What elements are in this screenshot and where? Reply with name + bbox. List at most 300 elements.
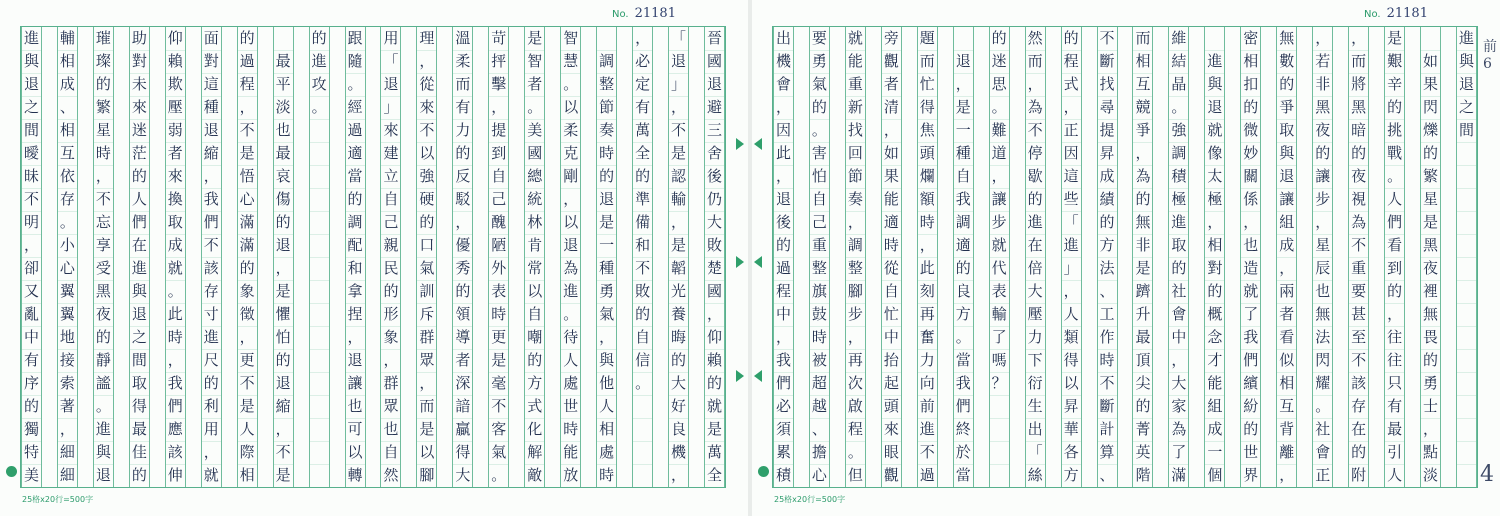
manuscript-character: 微: [1243, 121, 1259, 139]
manuscript-character: 個: [1207, 466, 1223, 484]
manuscript-character: 看: [1387, 236, 1403, 254]
manuscript-character: 退: [955, 52, 971, 70]
manuscript-character: ，: [383, 351, 399, 369]
manuscript-character: 會: [1171, 305, 1187, 323]
manuscript-character: 終: [955, 420, 971, 438]
manuscript-character: 為: [563, 259, 579, 277]
manuscript-character: 賴: [167, 52, 183, 70]
manuscript-character: 難: [991, 121, 1007, 139]
manuscript-character: 被: [811, 351, 827, 369]
manuscript-character: 時: [563, 420, 579, 438]
manuscript-character: 閃: [1423, 98, 1439, 116]
manuscript-character: 前: [919, 397, 935, 415]
manuscript-character: 」: [671, 75, 687, 93]
manuscript-character: 無: [1315, 305, 1331, 323]
grid-column: [380, 27, 401, 487]
manuscript-character: 剛: [563, 167, 579, 185]
manuscript-character: 無: [1279, 29, 1295, 47]
manuscript-character: 間: [131, 351, 147, 369]
manuscript-character: 智: [563, 29, 579, 47]
manuscript-character: ，: [1027, 75, 1043, 93]
manuscript-character: 不: [1099, 374, 1115, 392]
manuscript-character: ，: [671, 98, 687, 116]
manuscript-character: 的: [455, 144, 471, 162]
manuscript-character: 於: [955, 443, 971, 461]
manuscript-character: 。: [635, 374, 651, 392]
grid-column: [488, 27, 509, 487]
manuscript-character: 成: [1279, 236, 1295, 254]
manuscript-character: 果: [883, 167, 899, 185]
manuscript-character: ，: [919, 236, 935, 254]
manuscript-character: 不: [1351, 236, 1367, 254]
manuscript-character: 閃: [1315, 351, 1331, 369]
serial-label: No.: [612, 9, 629, 20]
manuscript-character: 方: [1099, 236, 1115, 254]
manuscript-character: 得: [131, 397, 147, 415]
manuscript-character: 有: [455, 98, 471, 116]
manuscript-character: 奏: [599, 121, 615, 139]
manuscript-character: 自: [955, 167, 971, 185]
manuscript-character: 的: [455, 282, 471, 300]
manuscript-character: 家: [1171, 397, 1187, 415]
serial-value: 21181: [634, 6, 676, 21]
manuscript-character: ，: [1063, 282, 1079, 300]
manuscript-character: 存: [59, 190, 75, 208]
manuscript-character: 甚: [1351, 305, 1367, 323]
manuscript-character: 要: [811, 29, 827, 47]
manuscript-character: 、: [59, 98, 75, 116]
manuscript-character: 社: [1315, 420, 1331, 438]
manuscript-character: ，: [1063, 98, 1079, 116]
manuscript-character: 戰: [1387, 144, 1403, 162]
manuscript-character: 計: [1099, 420, 1115, 438]
manuscript-character: 新: [847, 98, 863, 116]
spine-arrow-icon: [736, 256, 744, 268]
manuscript-character: 秀: [455, 259, 471, 277]
manuscript-character: 茫: [131, 144, 147, 162]
manuscript-character: 黑: [95, 282, 111, 300]
manuscript-character: 種: [599, 259, 615, 277]
manuscript-character: 楚: [706, 259, 722, 277]
manuscript-character: 昇: [1099, 144, 1115, 162]
manuscript-character: 須: [775, 420, 791, 438]
manuscript-character: 思: [991, 75, 1007, 93]
manuscript-character: 的: [1423, 144, 1439, 162]
manuscript-character: 敵: [527, 466, 543, 484]
manuscript-character: 的: [1063, 29, 1079, 47]
manuscript-character: 結: [1171, 52, 1187, 70]
manuscript-character: 競: [1135, 98, 1151, 116]
manuscript-character: 提: [491, 121, 507, 139]
page-marker-icon: [758, 466, 769, 477]
manuscript-character: 處: [599, 443, 615, 461]
manuscript-character: 翼: [59, 282, 75, 300]
manuscript-character: 弱: [167, 121, 183, 139]
manuscript-character: 太: [1207, 167, 1223, 185]
manuscript-character: 們: [1387, 213, 1403, 231]
manuscript-character: 如: [883, 144, 899, 162]
manuscript-character: 最: [275, 52, 291, 70]
manuscript-character: 們: [167, 397, 183, 415]
manuscript-character: 此: [775, 144, 791, 162]
manuscript-character: 的: [1027, 190, 1043, 208]
manuscript-character: 黑: [1315, 98, 1331, 116]
manuscript-character: 是: [491, 351, 507, 369]
manuscript-character: 的: [1279, 75, 1295, 93]
manuscript-character: 來: [167, 167, 183, 185]
manuscript-character: 是: [239, 397, 255, 415]
manuscript-character: 的: [383, 282, 399, 300]
manuscript-character: 萬: [635, 121, 651, 139]
left-essay-sheet: [0, 0, 748, 516]
manuscript-character: 離: [1279, 443, 1295, 461]
manuscript-character: 退: [95, 466, 111, 484]
manuscript-character: ，: [1243, 213, 1259, 231]
manuscript-character: 才: [1207, 351, 1223, 369]
manuscript-character: 是: [275, 466, 291, 484]
manuscript-character: 進: [1171, 213, 1187, 231]
manuscript-character: 大: [671, 374, 687, 392]
manuscript-character: 夜: [95, 305, 111, 323]
manuscript-character: 晦: [671, 328, 687, 346]
manuscript-character: 懼: [275, 305, 291, 323]
manuscript-character: 不: [275, 443, 291, 461]
page-number: 4: [1480, 462, 1494, 487]
manuscript-character: 黑: [1423, 236, 1439, 254]
manuscript-character: 進: [919, 420, 935, 438]
manuscript-character: 忘: [95, 213, 111, 231]
manuscript-character: 人: [239, 420, 255, 438]
manuscript-character: 讓: [1315, 167, 1331, 185]
manuscript-character: 也: [1315, 282, 1331, 300]
manuscript-character: 過: [775, 259, 791, 277]
serial-label: No.: [1364, 9, 1381, 20]
manuscript-character: 重: [847, 75, 863, 93]
manuscript-character: 縮: [203, 144, 219, 162]
manuscript-character: 最: [275, 144, 291, 162]
manuscript-character: 的: [95, 75, 111, 93]
manuscript-character: 看: [1279, 328, 1295, 346]
manuscript-character: 引: [1387, 443, 1403, 461]
manuscript-character: 能: [847, 52, 863, 70]
manuscript-character: 兩: [1279, 282, 1295, 300]
manuscript-character: 自: [527, 305, 543, 323]
manuscript-character: 有: [635, 98, 651, 116]
manuscript-character: 取: [167, 213, 183, 231]
manuscript-character: ，: [239, 328, 255, 346]
grid-column: [1061, 27, 1082, 487]
manuscript-character: 整: [599, 75, 615, 93]
manuscript-character: 領: [455, 305, 471, 323]
manuscript-character: 不: [239, 374, 255, 392]
manuscript-character: 調: [347, 213, 363, 231]
manuscript-character: 用: [383, 29, 399, 47]
manuscript-character: 相: [59, 52, 75, 70]
manuscript-character: 造: [1243, 259, 1259, 277]
manuscript-character: 肯: [527, 236, 543, 254]
manuscript-character: 敗: [706, 236, 722, 254]
manuscript-character: 己: [383, 213, 399, 231]
manuscript-character: 中: [775, 305, 791, 323]
manuscript-character: 者: [1279, 305, 1295, 323]
manuscript-character: 利: [203, 397, 219, 415]
manuscript-character: 靜: [95, 351, 111, 369]
manuscript-character: 最: [1387, 420, 1403, 438]
manuscript-character: ，: [347, 328, 363, 346]
manuscript-character: ，: [955, 75, 971, 93]
manuscript-character: 了: [1171, 443, 1187, 461]
manuscript-character: 互: [1279, 397, 1295, 415]
manuscript-character: 換: [167, 190, 183, 208]
grid-column: [1025, 27, 1046, 487]
manuscript-character: 歇: [1027, 167, 1043, 185]
manuscript-character: ，: [239, 98, 255, 116]
spine-arrow-icon: [754, 256, 762, 268]
manuscript-character: 必: [775, 397, 791, 415]
manuscript-character: 人: [1387, 190, 1403, 208]
manuscript-character: 畏: [1423, 328, 1439, 346]
manuscript-character: 的: [1387, 98, 1403, 116]
manuscript-character: 。: [811, 121, 827, 139]
manuscript-character: 地: [59, 328, 75, 346]
manuscript-character: 調: [955, 213, 971, 231]
manuscript-character: 總: [527, 167, 543, 185]
manuscript-character: 美: [527, 121, 543, 139]
manuscript-character: 存: [1351, 397, 1367, 415]
manuscript-character: 反: [455, 167, 471, 185]
manuscript-character: 升: [1135, 305, 1151, 323]
manuscript-character: 我: [203, 190, 219, 208]
manuscript-character: 越: [811, 397, 827, 415]
manuscript-character: 轉: [347, 466, 363, 484]
manuscript-character: 妙: [1243, 144, 1259, 162]
manuscript-character: 概: [1207, 305, 1223, 323]
manuscript-character: 的: [599, 167, 615, 185]
manuscript-character: 就: [167, 259, 183, 277]
manuscript-character: 此: [167, 305, 183, 323]
manuscript-character: 明: [23, 213, 39, 231]
manuscript-character: ，: [1387, 305, 1403, 323]
manuscript-character: 也: [275, 121, 291, 139]
manuscript-character: 節: [847, 167, 863, 185]
manuscript-character: 常: [527, 259, 543, 277]
manuscript-character: 退: [1279, 167, 1295, 185]
manuscript-character: 克: [563, 144, 579, 162]
manuscript-character: 成: [1099, 167, 1115, 185]
manuscript-character: 的: [419, 213, 435, 231]
manuscript-character: ，: [59, 420, 75, 438]
manuscript-character: 氣: [599, 305, 615, 323]
grid-column: [1348, 27, 1369, 487]
manuscript-character: 繽: [1243, 374, 1259, 392]
manuscript-character: 立: [383, 167, 399, 185]
manuscript-character: 步: [991, 213, 1007, 231]
manuscript-character: 壓: [167, 98, 183, 116]
manuscript-character: 相: [239, 466, 255, 484]
manuscript-character: 起: [883, 374, 899, 392]
grid-column: [1312, 27, 1333, 487]
manuscript-character: 得: [455, 443, 471, 461]
manuscript-character: 萬: [706, 443, 722, 461]
spine-arrow-icon: [754, 138, 762, 150]
manuscript-character: 細: [59, 466, 75, 484]
manuscript-character: 序: [23, 374, 39, 392]
manuscript-character: 有: [1387, 397, 1403, 415]
manuscript-character: 退: [671, 52, 687, 70]
manuscript-character: 重: [1351, 259, 1367, 277]
manuscript-character: 害: [811, 144, 827, 162]
manuscript-character: 旗: [811, 282, 827, 300]
manuscript-character: 醜: [491, 213, 507, 231]
manuscript-character: 節: [599, 98, 615, 116]
manuscript-character: 徵: [239, 305, 255, 323]
manuscript-character: 理: [419, 29, 435, 47]
manuscript-character: 這: [1063, 167, 1079, 185]
manuscript-character: 為: [1135, 167, 1151, 185]
manuscript-character: 啟: [847, 397, 863, 415]
grid-column: [845, 27, 866, 487]
manuscript-character: 進: [1063, 236, 1079, 254]
manuscript-character: 正: [1315, 466, 1331, 484]
manuscript-character: 捏: [347, 305, 363, 323]
manuscript-character: 不: [1099, 29, 1115, 47]
manuscript-character: 。: [527, 98, 543, 116]
manuscript-character: 。: [491, 466, 507, 484]
manuscript-character: 民: [383, 259, 399, 277]
manuscript-character: 者: [527, 75, 543, 93]
manuscript-character: 。: [311, 98, 327, 116]
spine-arrow-icon: [736, 370, 744, 382]
manuscript-character: 為: [1171, 420, 1187, 438]
manuscript-character: 階: [1135, 466, 1151, 484]
manuscript-character: 勇: [1423, 374, 1439, 392]
manuscript-character: 果: [1423, 75, 1439, 93]
manuscript-character: ，: [847, 328, 863, 346]
manuscript-character: 解: [527, 443, 543, 461]
manuscript-character: 必: [635, 52, 651, 70]
manuscript-character: 仍: [706, 190, 722, 208]
manuscript-character: ，: [635, 29, 651, 47]
manuscript-character: 些: [1063, 190, 1079, 208]
manuscript-character: 退: [1458, 75, 1474, 93]
manuscript-character: 的: [95, 328, 111, 346]
manuscript-character: 取: [131, 374, 147, 392]
manuscript-character: 繁: [1423, 167, 1439, 185]
manuscript-character: 星: [1423, 190, 1439, 208]
manuscript-character: 們: [203, 213, 219, 231]
manuscript-character: ，: [671, 466, 687, 484]
serial-value: 21181: [1386, 6, 1428, 21]
manuscript-character: ，: [847, 213, 863, 231]
manuscript-character: 備: [635, 213, 651, 231]
manuscript-character: 勇: [811, 52, 827, 70]
manuscript-character: 退: [347, 351, 363, 369]
manuscript-character: 取: [1171, 236, 1187, 254]
manuscript-character: 過: [919, 466, 935, 484]
manuscript-character: 不: [203, 236, 219, 254]
manuscript-character: 自: [635, 328, 651, 346]
manuscript-character: 進: [1458, 29, 1474, 47]
manuscript-character: 停: [1027, 144, 1043, 162]
manuscript-character: 奮: [919, 328, 935, 346]
manuscript-character: 國: [527, 144, 543, 162]
manuscript-character: 間: [1458, 121, 1474, 139]
manuscript-character: 國: [706, 52, 722, 70]
grid-column: [1097, 27, 1118, 487]
left-grid-footer: 25格x20行=500字: [22, 495, 94, 504]
manuscript-character: [597, 27, 616, 50]
manuscript-character: 以: [347, 443, 363, 461]
manuscript-character: 。: [991, 98, 1007, 116]
manuscript-character: 該: [203, 259, 219, 277]
manuscript-character: 以: [527, 282, 543, 300]
manuscript-character: 退: [706, 75, 722, 93]
grid-column: [21, 27, 42, 487]
manuscript-character: 了: [1243, 305, 1259, 323]
grid-column: [1384, 27, 1405, 487]
manuscript-character: 仰: [706, 328, 722, 346]
manuscript-character: 的: [671, 351, 687, 369]
manuscript-character: 優: [455, 236, 471, 254]
manuscript-character: 世: [563, 397, 579, 415]
manuscript-character: 整: [847, 259, 863, 277]
manuscript-character: 無: [1135, 213, 1151, 231]
manuscript-character: 後: [706, 167, 722, 185]
manuscript-character: 從: [419, 75, 435, 93]
manuscript-character: 美: [23, 466, 39, 484]
manuscript-character: 不: [23, 190, 39, 208]
manuscript-character: 人: [1387, 466, 1403, 484]
manuscript-character: 對: [131, 52, 147, 70]
manuscript-character: 的: [131, 466, 147, 484]
manuscript-character: 組: [1207, 397, 1223, 415]
manuscript-character: 對: [1207, 259, 1223, 277]
manuscript-character: 時: [1099, 351, 1115, 369]
manuscript-character: ，: [883, 121, 899, 139]
grid-column: [416, 27, 437, 487]
grid-column: [273, 27, 294, 487]
manuscript-character: 往: [1387, 351, 1403, 369]
manuscript-character: 暗: [1351, 121, 1367, 139]
manuscript-character: 極: [1171, 190, 1187, 208]
manuscript-character: 時: [491, 305, 507, 323]
manuscript-character: 是: [671, 236, 687, 254]
manuscript-character: 者: [883, 75, 899, 93]
manuscript-character: 在: [1351, 420, 1367, 438]
manuscript-character: ，: [419, 374, 435, 392]
manuscript-character: 的: [991, 29, 1007, 47]
manuscript-character: 出: [1027, 420, 1043, 438]
manuscript-character: 眾: [419, 351, 435, 369]
manuscript-character: 大: [706, 213, 722, 231]
manuscript-character: 頂: [1135, 351, 1151, 369]
manuscript-character: 一: [1207, 443, 1223, 461]
manuscript-character: 額: [919, 190, 935, 208]
grid-column: [93, 27, 114, 487]
manuscript-character: 倍: [1027, 259, 1043, 277]
manuscript-character: 退: [275, 236, 291, 254]
manuscript-character: 們: [775, 374, 791, 392]
manuscript-character: 養: [671, 305, 687, 323]
manuscript-character: 寸: [203, 305, 219, 323]
manuscript-character: 找: [847, 121, 863, 139]
manuscript-character: 提: [1099, 121, 1115, 139]
manuscript-character: 特: [23, 443, 39, 461]
manuscript-character: 各: [1063, 443, 1079, 461]
manuscript-character: 全: [706, 466, 722, 484]
manuscript-character: 能: [1207, 374, 1223, 392]
manuscript-character: 面: [203, 29, 219, 47]
